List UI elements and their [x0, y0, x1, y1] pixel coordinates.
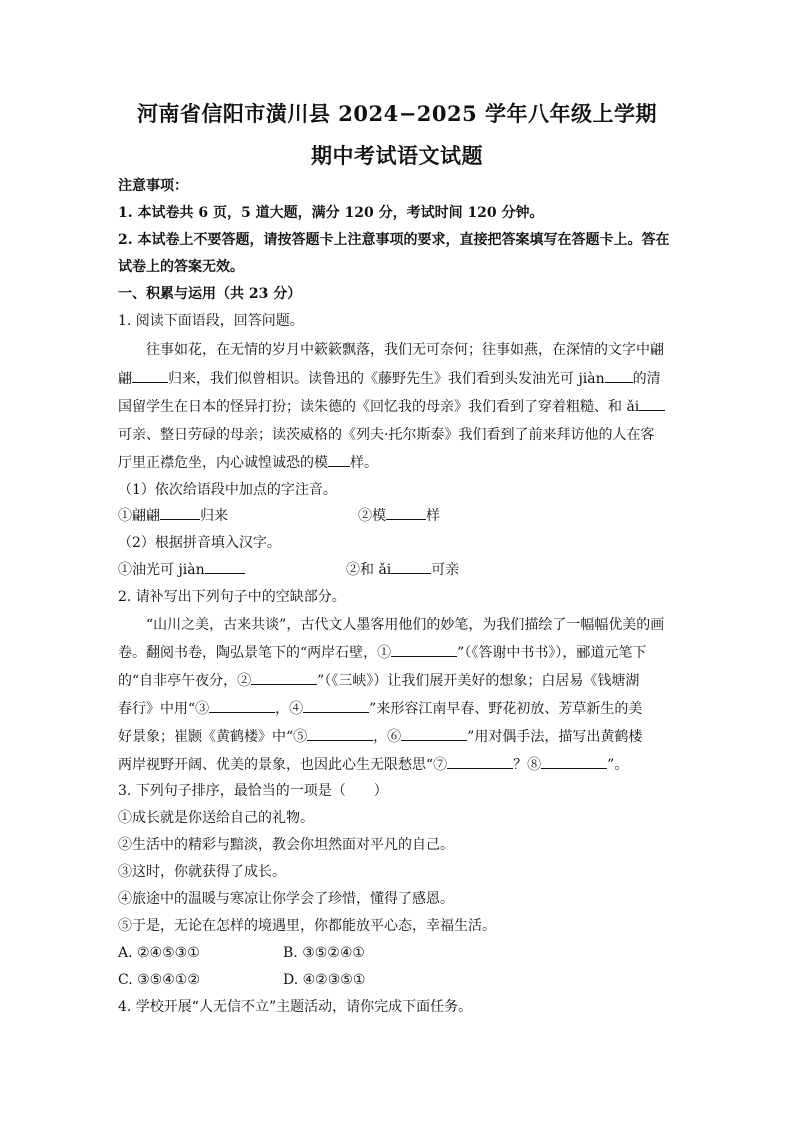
q1-para-l2-c: 的清	[632, 371, 661, 387]
q3-option-d[interactable]: D. ④②③⑤①	[283, 972, 366, 988]
q2-l6-b: ？⑧	[513, 757, 542, 773]
blank-q2-3[interactable]	[209, 698, 275, 713]
q3-sentence-1: ①成长就是你送给自己的礼物。	[118, 810, 314, 826]
blank-sub1-b[interactable]	[386, 505, 426, 520]
blank-mu	[328, 452, 350, 467]
notice-item-2b: 试卷上的答案无效。	[118, 259, 244, 275]
q1-sub2-a-pre: ①油光可 jiàn	[118, 562, 205, 578]
blank-ai	[639, 396, 665, 411]
notice-item-1: 1. 本试卷共 6 页，5 道大题，满分 120 分，考试时间 120 分钟。	[118, 205, 544, 221]
q1-sub1-b	[358, 503, 440, 530]
q1-para-line3	[118, 394, 678, 421]
q3-stem: 3. 下列句子排序，最恰当的一项是（ ）	[118, 783, 388, 799]
q2-l4-c: ”来形容江南早春、野花初放、芳草新生的美	[369, 701, 643, 717]
notice-item-2a: 2. 本试卷上不要答题，请按答题卡上注意事项的要求，直接把答案填写在答题卡上。答在	[118, 232, 670, 248]
section1-heading: 一、积累与运用（共 23 分）	[118, 286, 302, 302]
notice-heading: 注意事项：	[118, 178, 188, 194]
q1-stem: 1. 阅读下面语段，回答问题。	[118, 313, 304, 329]
q1-sub2: （2）根据拼音填入汉字。	[118, 535, 281, 551]
q1-para-line5	[118, 450, 678, 477]
q1-sub2-b-post: 可亲	[431, 562, 460, 578]
q2-l2-b: ”（《答谢中书书》），郦道元笔下	[457, 645, 647, 661]
q1-sub1-b-post: 样	[426, 508, 440, 524]
q3-option-b[interactable]: B. ③⑤②④①	[283, 945, 365, 961]
q1-para-l2-b: 归来，我们似曾相识。读鲁迅的《藤野先生》我们看到头发油光可 jiàn	[168, 371, 605, 387]
blank-q2-8[interactable]	[541, 754, 607, 769]
exam-title-line2: 期中考试语文试题	[311, 143, 483, 168]
q4-stem: 4. 学校开展“人无信不立”主题活动，请你完成下面任务。	[118, 999, 473, 1015]
q2-line6	[118, 752, 678, 779]
q1-sub2-b-pre: ②和 ǎi	[346, 562, 392, 578]
q2-l3-b: ”（《三峡》）让我们展开美好的想象；白居易《钱塘湖	[317, 673, 640, 689]
q2-l5-b: ，⑥	[373, 729, 402, 745]
blank-q2-1[interactable]	[391, 642, 457, 657]
q1-para-l5-b: 样。	[350, 455, 378, 471]
blank-q2-6[interactable]	[401, 726, 467, 741]
q3-sentence-4: ④旅途中的温暖与寒凉让你学会了珍惜，懂得了感恩。	[118, 891, 454, 907]
q3-option-a[interactable]: A. ②④⑤③①	[118, 945, 200, 961]
q2-l6-c: ”。	[607, 757, 629, 773]
q2-l4-b: ，④	[275, 701, 304, 717]
q2-l6-a: 两岸视野开阔、优美的景象，也因此心生无限愁思“⑦	[118, 757, 448, 773]
q1-sub1: （1）依次给语段中加点的字注音。	[118, 482, 337, 498]
q2-l3-a: 的“自非亭午夜分，②	[118, 673, 252, 689]
q1-sub1-a	[118, 503, 228, 530]
blank-q2-4[interactable]	[303, 698, 369, 713]
q2-l5-c: ”用对偶手法，描写出黄鹤楼	[467, 729, 643, 745]
q2-line3	[118, 668, 678, 695]
blank-q2-2[interactable]	[251, 670, 317, 685]
q1-sub2-a	[118, 557, 245, 584]
q3-sentence-2: ②生活中的精彩与黯淡，教会你坦然面对平凡的自己。	[118, 837, 454, 853]
blank-sub1-a[interactable]	[160, 505, 200, 520]
blank-jian	[605, 368, 633, 383]
q2-line5	[118, 724, 678, 751]
q2-line4	[118, 696, 678, 723]
q1-para-line2	[118, 366, 678, 393]
q2-line2	[118, 640, 678, 667]
q2-l5-a: 好景象；崔颢《黄鹤楼》中“⑤	[118, 729, 308, 745]
q1-sub1-a-post: 归来	[200, 508, 228, 524]
q1-para-line1: 往事如花，在无情的岁月中簌簌飘落，我们无可奈何；往事如燕，在深情的文字中翩	[146, 342, 664, 358]
exam-title-line1: 河南省信阳市潢川县 2024−2025 学年八年级上学期	[136, 101, 658, 126]
q1-sub2-b	[346, 557, 459, 584]
q2-l2-a: 卷。翻阅书卷，陶弘景笔下的“两岸石壁，①	[118, 645, 392, 661]
q3-sentence-3: ③这时，你就获得了成长。	[118, 864, 286, 880]
q2-line1: “山川之美，古来共谈”，古代文人墨客用他们的妙笔，为我们描绘了一幅幅优美的画	[146, 617, 665, 633]
q3-sentence-5: ⑤于是，无论在怎样的境遇里，你都能放平心态，幸福生活。	[118, 918, 496, 934]
blank-q2-7[interactable]	[447, 754, 513, 769]
blank-pianpian	[132, 368, 168, 383]
q1-para-line4: 可亲、整日劳碌的母亲；读茨威格的《列夫·托尔斯泰》我们看到了前来拜访他的人在客	[118, 427, 655, 443]
q2-l4-a: 春行》中用“③	[118, 701, 210, 717]
q1-para-l3-a: 国留学生在日本的怪异打扮；读朱德的《回忆我的母亲》我们看到了穿着粗糙、和 ǎi	[118, 399, 640, 415]
blank-sub2-b[interactable]	[391, 559, 431, 574]
q1-sub1-b-pre: ②模	[358, 508, 386, 524]
blank-q2-5[interactable]	[307, 726, 373, 741]
q3-option-c[interactable]: C. ③⑤④①②	[118, 972, 200, 988]
q2-stem: 2. 请补写出下列句子中的空缺部分。	[118, 589, 346, 605]
q1-para-l2-a: 翩	[118, 371, 132, 387]
q1-para-l5-a: 厅里正襟危坐，内心诚惶诚恐的模	[118, 455, 328, 471]
q1-sub1-a-pre: ①翩翩	[118, 508, 160, 524]
blank-sub2-a[interactable]	[205, 559, 245, 574]
